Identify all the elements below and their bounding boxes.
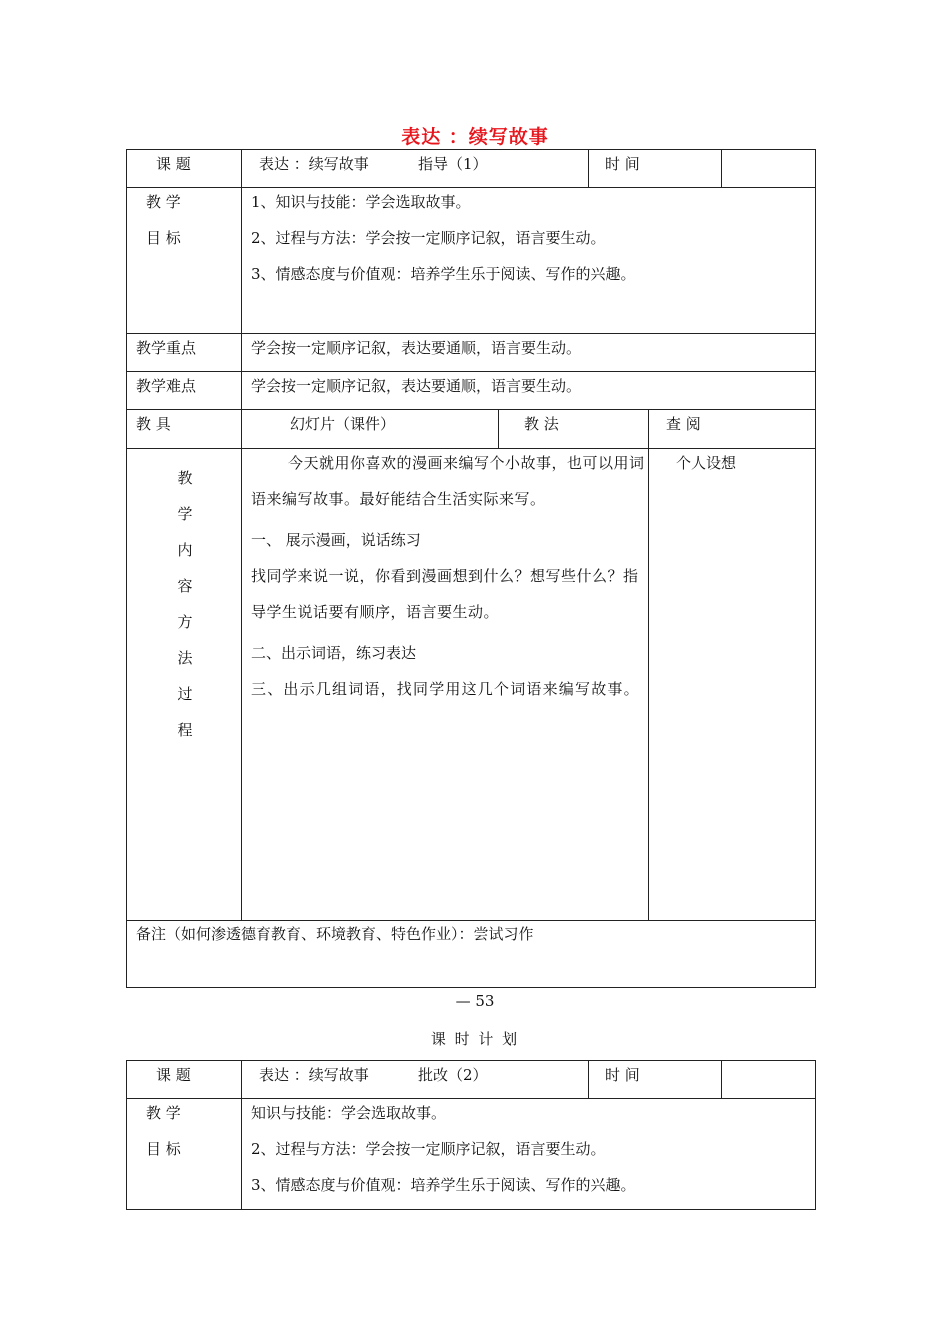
goals-label-line1: 教 学 (146, 193, 181, 211)
plan-title: 课 时 计 划 (430, 1030, 520, 1048)
process-step1-body: 找同学来说一说，你看到漫画想到什么？想写些什么？指导学生说话要有顺序，语言要生动。 (251, 567, 639, 621)
process-label-char: 过 (177, 685, 193, 703)
goal-item: 1、知识与技能：学会选取故事。 (251, 193, 471, 211)
process-label-char: 教 (177, 469, 193, 487)
method-label: 教 法 (524, 415, 559, 433)
goal-item: 知识与技能：学会选取故事。 (251, 1104, 447, 1122)
topic-subtitle: 批改（2） (418, 1066, 488, 1084)
time-label: 时 间 (605, 155, 640, 173)
goals-label-line2: 目 标 (146, 229, 181, 247)
tools-value: 幻灯片（课件） (290, 415, 396, 433)
process-label-char: 学 (177, 505, 193, 523)
goal-item: 3、情感态度与价值观：培养学生乐于阅读、写作的兴趣。 (251, 265, 636, 283)
page-title: 表达 ：续写故事 (401, 126, 549, 148)
topic-label: 课 题 (156, 155, 191, 173)
process-label-char: 方 (177, 613, 193, 631)
topic-subtitle: 指导（1） (418, 155, 488, 173)
process-step1-title: 一、 展示漫画，说话练习 (251, 531, 421, 549)
key-point-value: 学会按一定顺序记叙，表达要通顺，语言要生动。 (251, 339, 582, 357)
goal-item: 2、过程与方法：学会按一定顺序记叙，语言要生动。 (251, 1140, 606, 1158)
tools-label: 教 具 (136, 415, 171, 433)
process-intro: 今天就用你喜欢的漫画来编写个小故事，也可以用词语来编写故事。最好能结合生活实际来写。 (251, 454, 645, 508)
process-label-char: 内 (177, 541, 193, 559)
process-step2-title: 二、出示词语，练习表达 (251, 644, 417, 662)
difficulty-label: 教学难点 (136, 377, 197, 395)
goal-item: 3、情感态度与价值观：培养学生乐于阅读、写作的兴趣。 (251, 1176, 636, 1194)
check-label: 查 阅 (666, 415, 701, 433)
topic-value: 表达 ：续写故事 (259, 1066, 369, 1084)
personal-idea-label: 个人设想 (676, 454, 737, 472)
goals-label-line1: 教 学 (146, 1104, 181, 1122)
difficulty-value: 学会按一定顺序记叙，表达要通顺，语言要生动。 (251, 377, 582, 395)
topic-label: 课 题 (156, 1066, 191, 1084)
topic-value: 表达 ：续写故事 (259, 155, 369, 173)
process-label-char: 容 (177, 577, 193, 595)
remark: 备注（如何渗透德育教育、环境教育、特色作业）：尝试习作 (136, 925, 534, 943)
key-point-label: 教学重点 (136, 339, 197, 357)
process-label-char: 程 (177, 721, 193, 739)
page-number: — 53 (455, 992, 495, 1010)
process-label-char: 法 (177, 649, 193, 667)
process-step3-body: 三、出示几组词语，找同学用这几个词语来编写故事。 (251, 680, 640, 698)
time-label: 时 间 (605, 1066, 640, 1084)
goal-item: 2、过程与方法：学会按一定顺序记叙，语言要生动。 (251, 229, 606, 247)
goals-label-line2: 目 标 (146, 1140, 181, 1158)
